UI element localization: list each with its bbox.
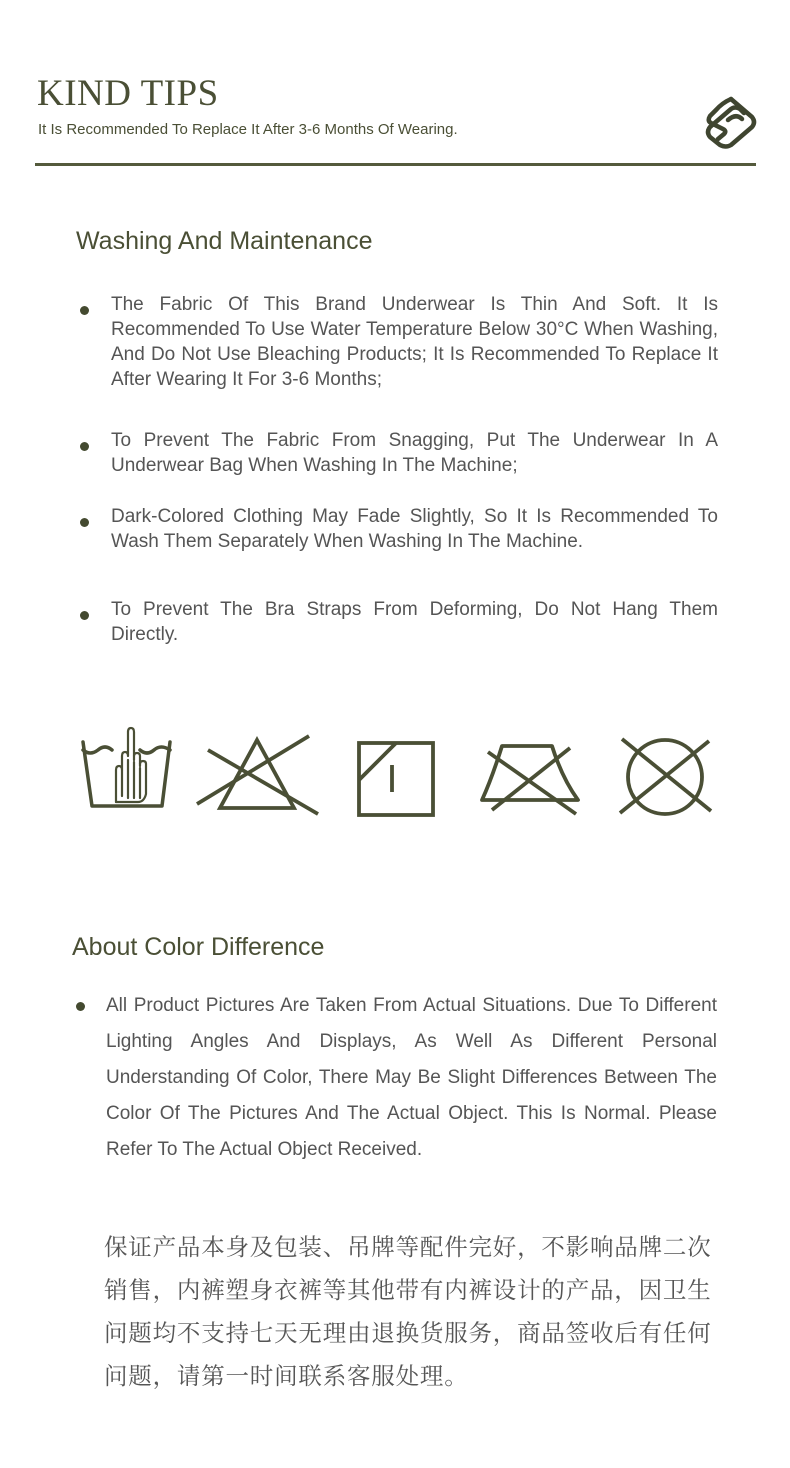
- bullet-dot: [80, 442, 89, 451]
- bullet-dot: [80, 611, 89, 620]
- washing-section-title: Washing And Maintenance: [76, 227, 373, 255]
- do-not-iron-icon: [478, 738, 582, 818]
- header-divider: [35, 163, 756, 166]
- return-policy-notice: 保证产品本身及包装、吊牌等配件完好，不影响品牌二次销售，内裤塑身衣裤等其他带有内裤设计的产品，因卫生问题均不支持七天无理由退换货服务，商品签收后有任何问题，请第一时间联系客服处理。: [104, 1233, 712, 1390]
- do-not-bleach-icon: [194, 732, 320, 818]
- dry-flat-icon: [356, 740, 436, 818]
- color-section-title: About Color Difference: [72, 933, 325, 961]
- bullet-dot: [76, 1002, 85, 1011]
- list-item-text: The Fabric Of This Brand Underwear Is Thin And Soft. It Is Recommended To Use Water Temperature Below 30°C When Washing, And Do Not Use Bleaching Products; It Is Recommended To Replace It After Wearing It For 3-6 Months;: [111, 294, 718, 390]
- color-difference-text: All Product Pictures Are Taken From Actual Situations. Due To Different Lighting Angles And Displays, As Well As Different Personal Understanding Of Color, There May Be Slight Differences Between The Color Of The Pictures And The Actual Object. This Is Normal. Please Refer To The Actual Object Received.: [106, 995, 717, 1160]
- do-not-dry-clean-icon: [617, 733, 713, 821]
- leaf-logo-icon: [704, 95, 758, 149]
- bullet-dot: [80, 306, 89, 315]
- list-item-text: Dark-Colored Clothing May Fade Slightly, So It Is Recommended To Wash Them Separately When Washing In The Machine.: [111, 506, 718, 552]
- page-title: KIND TIPS: [37, 73, 219, 114]
- page-subtitle: It Is Recommended To Replace It After 3-6 Months Of Wearing.: [38, 121, 458, 138]
- bullet-dot: [80, 518, 89, 527]
- hand-wash-icon: [80, 726, 173, 812]
- list-item-text: To Prevent The Bra Straps From Deforming, Do Not Hang Them Directly.: [111, 599, 718, 645]
- list-item-text: To Prevent The Fabric From Snagging, Put The Underwear In A Underwear Bag When Washing In The Machine;: [111, 430, 718, 476]
